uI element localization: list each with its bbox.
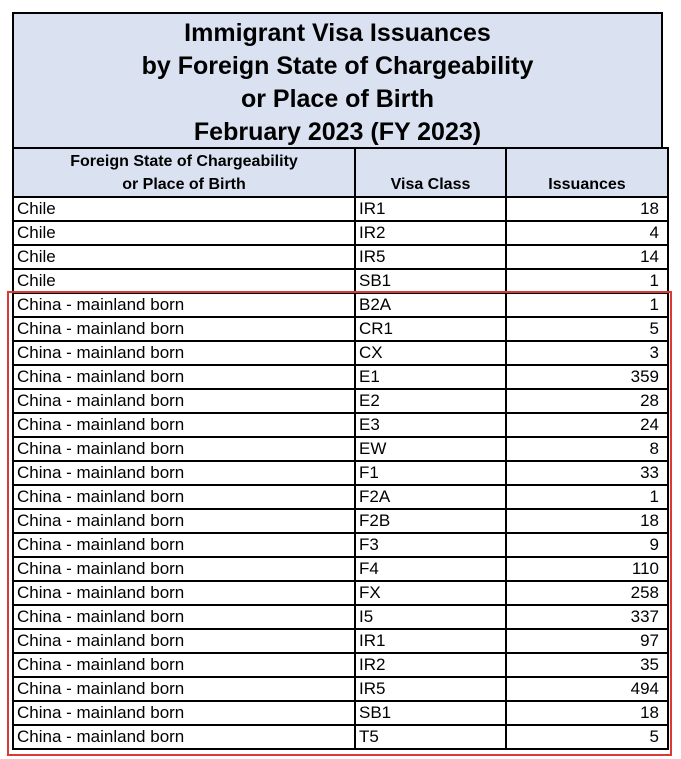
table-header-row [13, 148, 668, 197]
issuances-cell: 359 [506, 365, 668, 389]
title-line-2: by Foreign State of Chargeability [141, 52, 534, 80]
table-row [13, 677, 668, 701]
visa-class-cell: F2B [355, 509, 506, 533]
country-header-line-2: or Place of Birth [122, 176, 246, 193]
table-row [13, 533, 668, 557]
table-row [13, 605, 668, 629]
issuances-cell: 8 [506, 437, 668, 461]
country-cell: China - mainland born [13, 461, 355, 485]
issuances-cell: 28 [506, 389, 668, 413]
table-row [13, 485, 668, 509]
country-cell: China - mainland born [13, 485, 355, 509]
issuances-table [12, 147, 669, 750]
visa-class-cell: E1 [355, 365, 506, 389]
issuances-cell: 24 [506, 413, 668, 437]
country-cell: China - mainland born [13, 725, 355, 749]
table-row [13, 293, 668, 317]
table-row [13, 557, 668, 581]
visa-class-cell: IR5 [355, 245, 506, 269]
visa-class-cell: T5 [355, 725, 506, 749]
visa-class-cell: B2A [355, 293, 506, 317]
country-cell: China - mainland born [13, 509, 355, 533]
visa-class-cell: CX [355, 341, 506, 365]
table-row [13, 461, 668, 485]
visa-class-cell: FX [355, 581, 506, 605]
issuances-cell: 110 [506, 557, 668, 581]
country-cell: China - mainland born [13, 629, 355, 653]
country-cell: China - mainland born [13, 701, 355, 725]
country-cell: China - mainland born [13, 413, 355, 437]
visa-class-cell: E3 [355, 413, 506, 437]
table-row [13, 221, 668, 245]
table-row [13, 413, 668, 437]
issuances-cell: 18 [506, 701, 668, 725]
table-row [13, 653, 668, 677]
country-cell: China - mainland born [13, 677, 355, 701]
country-cell: Chile [13, 197, 355, 221]
issuances-cell: 97 [506, 629, 668, 653]
visa-class-cell: F2A [355, 485, 506, 509]
table-row [13, 245, 668, 269]
country-cell: China - mainland born [13, 581, 355, 605]
issuances-cell: 1 [506, 485, 668, 509]
country-cell: China - mainland born [13, 533, 355, 557]
table-row [13, 581, 668, 605]
country-cell: China - mainland born [13, 389, 355, 413]
issuances-cell: 494 [506, 677, 668, 701]
visa-class-cell: I5 [355, 605, 506, 629]
issuances-cell: 33 [506, 461, 668, 485]
country-cell: China - mainland born [13, 437, 355, 461]
issuances-cell: 5 [506, 725, 668, 749]
table-row [13, 629, 668, 653]
country-cell: China - mainland born [13, 365, 355, 389]
title-line-4: February 2023 (FY 2023) [193, 118, 482, 146]
table-row [13, 365, 668, 389]
table-row [13, 197, 668, 221]
table-row [13, 437, 668, 461]
country-cell: China - mainland born [13, 317, 355, 341]
country-cell: Chile [13, 245, 355, 269]
visa-class-cell: IR1 [355, 629, 506, 653]
visa-class-column-header: Visa Class [355, 148, 506, 197]
table-body [13, 197, 668, 749]
country-cell: China - mainland born [13, 557, 355, 581]
country-cell: Chile [13, 221, 355, 245]
visa-class-cell: SB1 [355, 269, 506, 293]
issuances-cell: 3 [506, 341, 668, 365]
visa-class-cell: F1 [355, 461, 506, 485]
issuances-cell: 337 [506, 605, 668, 629]
issuances-cell: 5 [506, 317, 668, 341]
table-row [13, 389, 668, 413]
visa-class-cell: IR2 [355, 221, 506, 245]
visa-class-cell: F3 [355, 533, 506, 557]
country-header-line-1: Foreign State of Chargeability [70, 153, 298, 170]
country-cell: China - mainland born [13, 605, 355, 629]
report-title [12, 12, 663, 147]
country-cell: China - mainland born [13, 293, 355, 317]
issuances-cell: 4 [506, 221, 668, 245]
issuances-cell: 14 [506, 245, 668, 269]
visa-class-cell: E2 [355, 389, 506, 413]
visa-class-cell: EW [355, 437, 506, 461]
table-row [13, 509, 668, 533]
table-row [13, 701, 668, 725]
country-cell: China - mainland born [13, 341, 355, 365]
issuances-cell: 18 [506, 509, 668, 533]
visa-class-cell: F4 [355, 557, 506, 581]
table-row [13, 725, 668, 749]
table-row [13, 341, 668, 365]
issuances-cell: 35 [506, 653, 668, 677]
issuances-cell: 18 [506, 197, 668, 221]
issuances-cell: 9 [506, 533, 668, 557]
issuances-cell: 1 [506, 269, 668, 293]
country-cell: China - mainland born [13, 653, 355, 677]
country-column-header [13, 148, 355, 197]
visa-class-cell: CR1 [355, 317, 506, 341]
visa-class-cell: IR1 [355, 197, 506, 221]
title-line-3: or Place of Birth [240, 85, 435, 113]
visa-class-cell: IR2 [355, 653, 506, 677]
issuances-cell: 258 [506, 581, 668, 605]
visa-class-cell: SB1 [355, 701, 506, 725]
visa-class-cell: IR5 [355, 677, 506, 701]
issuances-column-header: Issuances [506, 148, 668, 197]
table-row [13, 317, 668, 341]
table-row [13, 269, 668, 293]
country-cell: Chile [13, 269, 355, 293]
title-line-1: Immigrant Visa Issuances [184, 19, 491, 47]
issuances-cell: 1 [506, 293, 668, 317]
